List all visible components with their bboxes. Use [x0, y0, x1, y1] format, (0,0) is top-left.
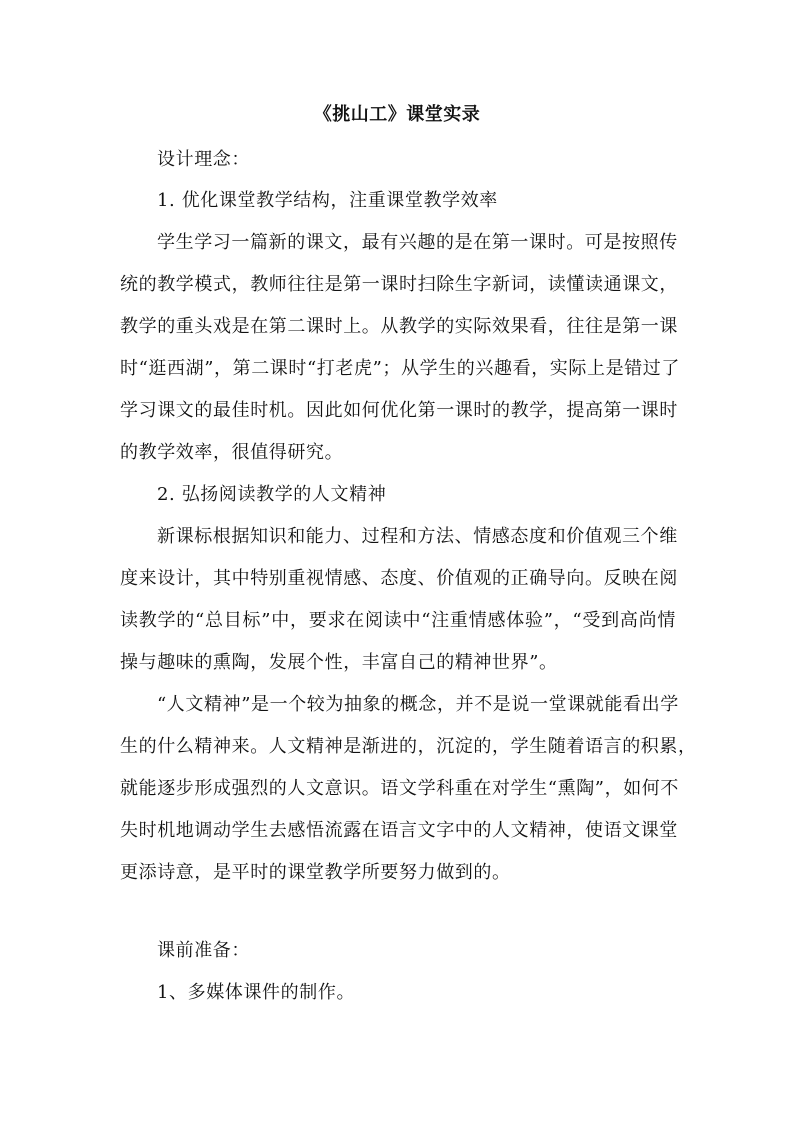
paragraph-line: 学生学习一篇新的课文，最有兴趣的是在第一课时。可是按照传 [157, 232, 678, 253]
paragraph-line: 失时机地调动学生去感悟流露在语言文字中的人文精神，使语文课堂 [120, 820, 678, 841]
document-title: 《挑山工》课堂实录 [313, 104, 481, 125]
section-heading-design-concept: 设计理念： [157, 149, 250, 170]
subheading-1: 1. 优化课堂教学结构，注重课堂教学效率 [157, 190, 498, 211]
subheading-2: 2. 弘扬阅读教学的人文精神 [157, 484, 387, 505]
section-heading-preparation: 课前准备： [157, 940, 250, 961]
paragraph-line: 就能逐步形成强烈的人文意识。语文学科重在对学生“熏陶”，如何不 [120, 778, 680, 799]
paragraph-line: 新课标根据知识和能力、过程和方法、情感态度和价值观三个维 [157, 526, 678, 547]
paragraph-line: 时“逛西湖”，第二课时“打老虎”；从学生的兴趣看，实际上是错过了 [120, 358, 681, 379]
paragraph-line: 操与趣味的熏陶，发展个性，丰富自己的精神世界”。 [120, 652, 558, 673]
paragraph-line: 学习课文的最佳时机。因此如何优化第一课时的教学，提高第一课时 [120, 400, 678, 421]
preparation-item-1: 1、多媒体课件的制作。 [157, 982, 356, 1003]
paragraph-line: 的教学效率，很值得研究。 [120, 442, 344, 463]
paragraph-line: 度来设计，其中特别重视情感、态度、价值观的正确导向。反映在阅 [120, 568, 678, 589]
paragraph-line: “人文精神”是一个较为抽象的概念，并不是说一堂课就能看出学 [157, 694, 679, 715]
paragraph-line: 统的教学模式，教师往往是第一课时扫除生字新词，读懂读通课文， [120, 274, 678, 295]
paragraph-line: 读教学的“总目标”中，要求在阅读中“注重情感体验”，“受到高尚情 [120, 610, 676, 631]
paragraph-line: 生的什么精神来。人文精神是渐进的，沉淀的，学生随着语言的积累， [120, 736, 697, 757]
paragraph-line: 教学的重头戏是在第二课时上。从教学的实际效果看，往往是第一课 [120, 316, 678, 337]
paragraph-line: 更添诗意，是平时的课堂教学所要努力做到的。 [120, 862, 511, 883]
